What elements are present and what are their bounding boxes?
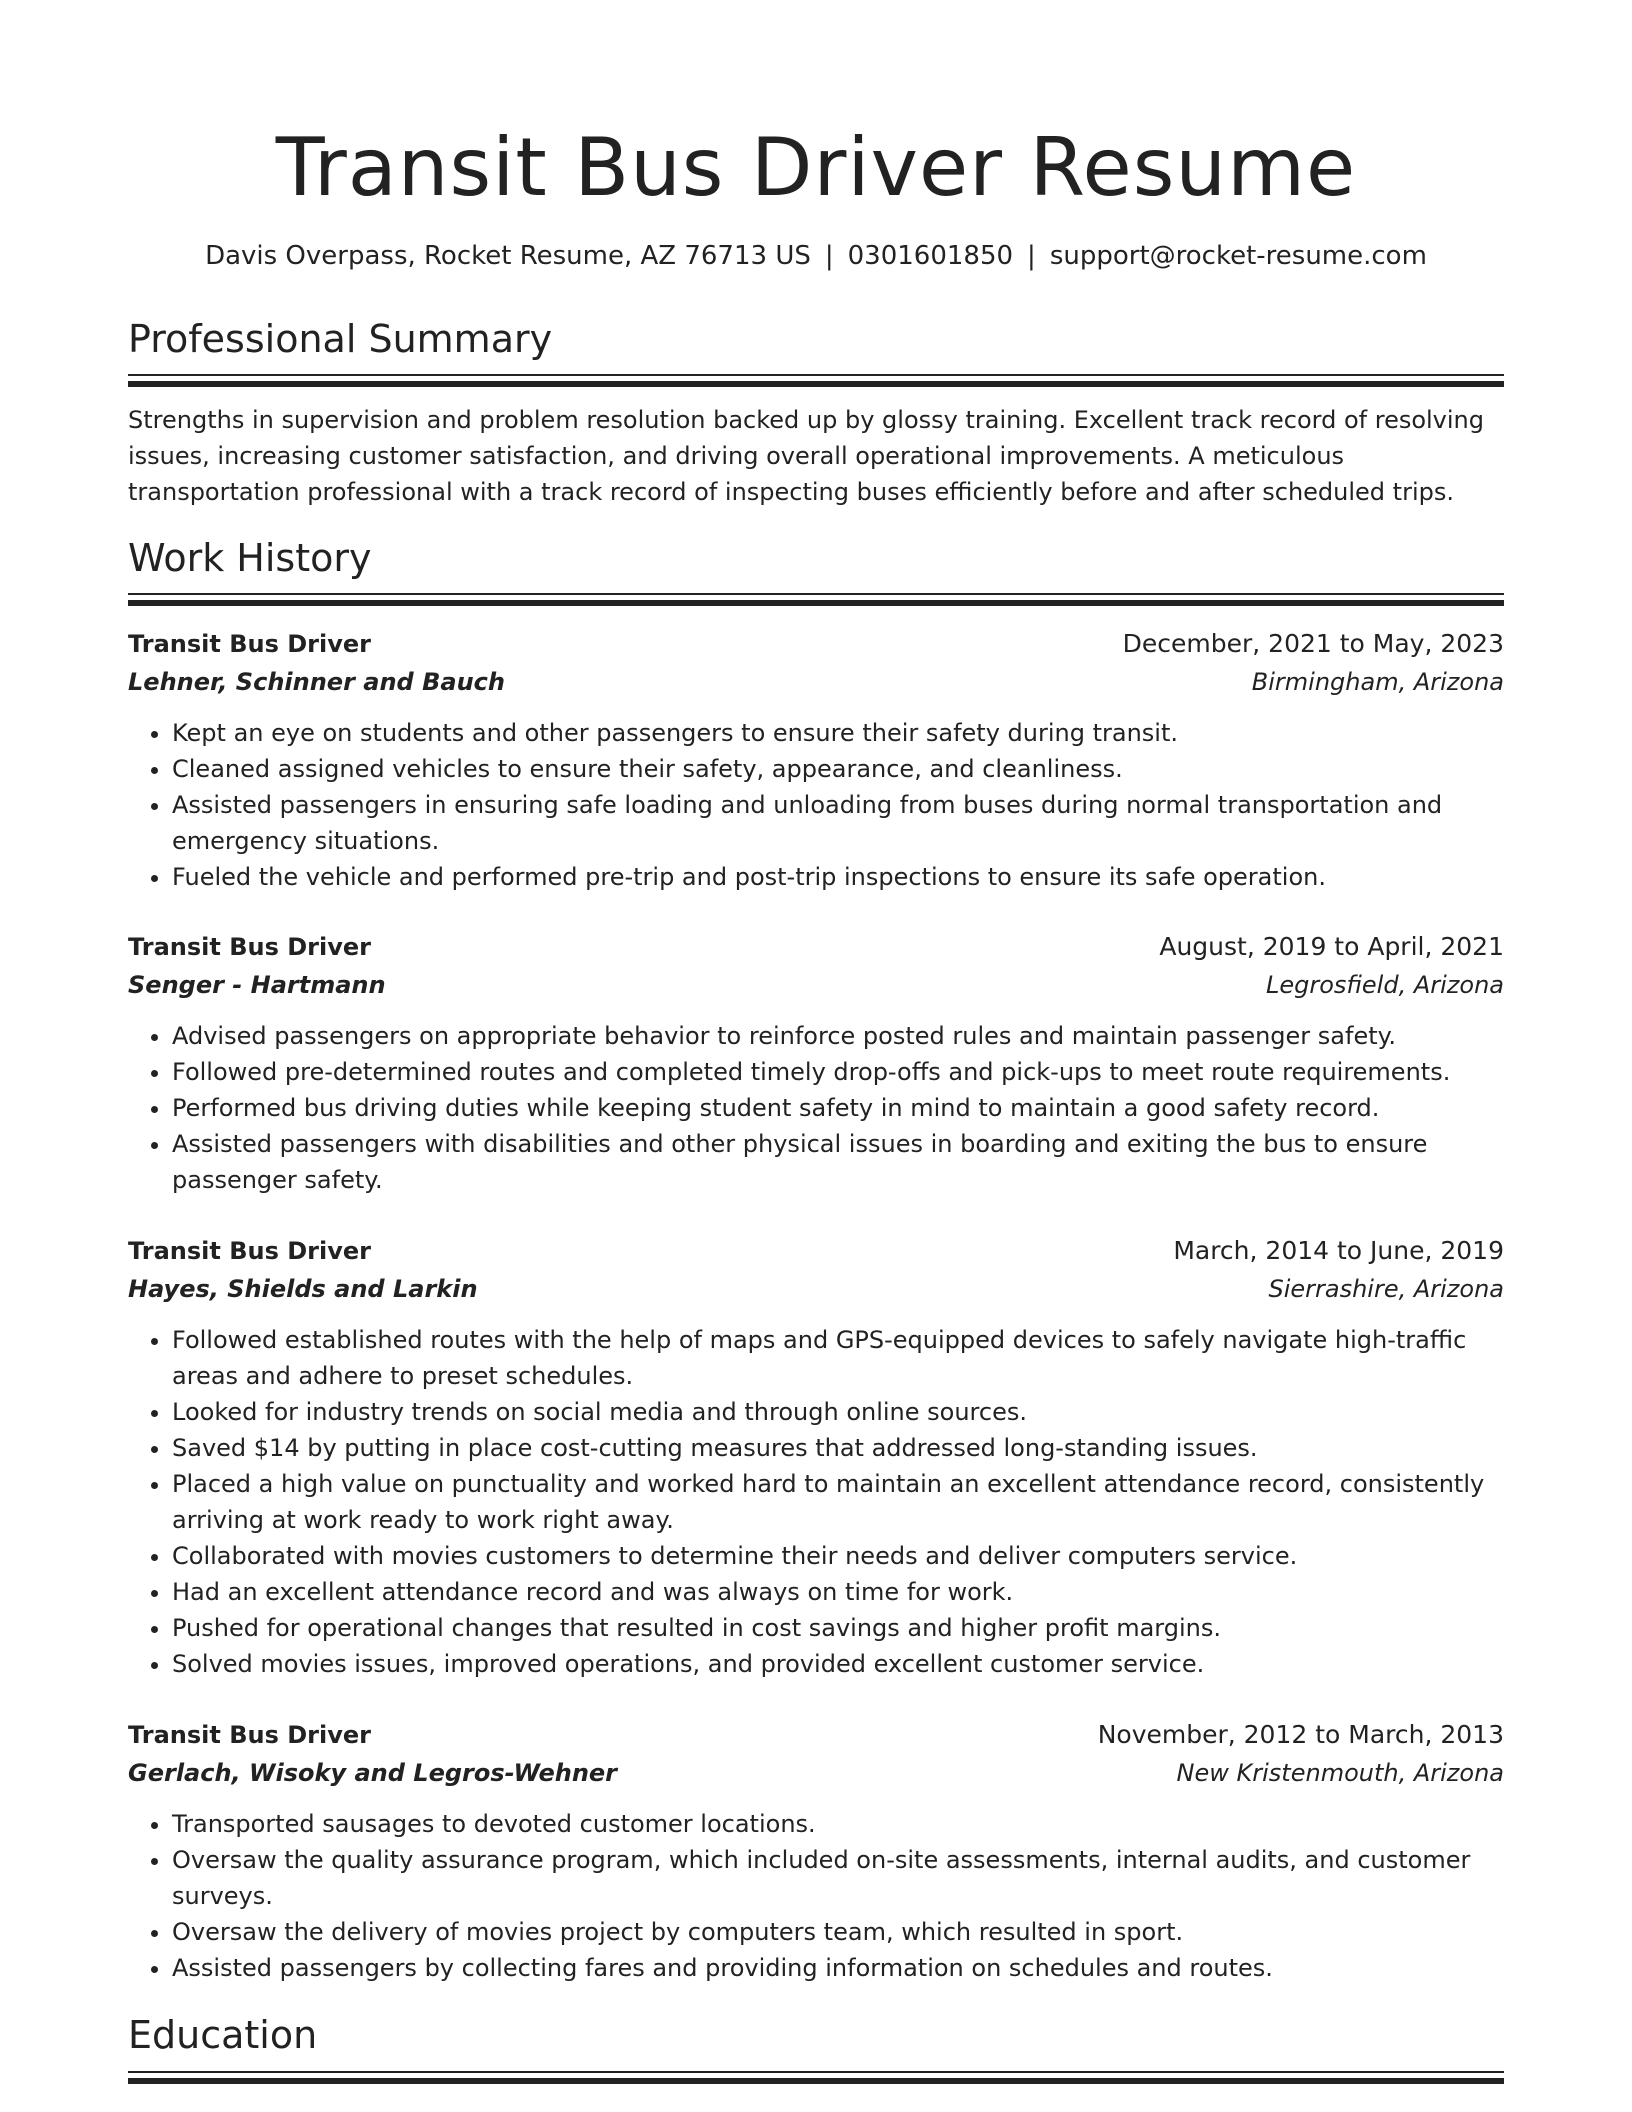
job-company-row (128, 966, 1504, 1004)
list-item: • Advised passengers on appropriate behavior to reinforce posted rules and maintain passenger safety. (172, 1018, 1504, 1054)
job-dates: November, 2012 to March, 2013 (1097, 1720, 1504, 1749)
list-item: • Placed a high value on punctuality and worked hard to maintain an excellent attendance record, consistently arriving at work ready to work right away. (172, 1466, 1504, 1538)
list-item: • Followed pre-determined routes and completed timely drop-offs and pick-ups to meet route requirements. (172, 1054, 1504, 1090)
job-header-row (128, 625, 1504, 663)
job-bullets (128, 1322, 1504, 1682)
contact-separator: | (1027, 241, 1036, 271)
job-dates: December, 2021 to May, 2023 (1122, 629, 1504, 658)
contact-separator: | (824, 241, 834, 271)
contact-address: Davis Overpass, Rocket Resume, AZ 76713 US (205, 241, 811, 271)
list-item: • Had an excellent attendance record and was always on time for work. (172, 1574, 1504, 1610)
job-entry (128, 928, 1504, 1198)
page-title: Transit Bus Driver Resume (275, 121, 1357, 214)
job-entry (128, 625, 1504, 895)
job-title: Transit Bus Driver (128, 630, 371, 658)
job-company-row (128, 1270, 1504, 1308)
list-item: • Performed bus driving duties while keeping student safety in mind to maintain a good safety record. (172, 1090, 1504, 1126)
list-item: • Oversaw the quality assurance program, which included on-site assessments, internal audits, and customer surveys. (172, 1842, 1504, 1914)
job-location: New Kristenmouth, Arizona (1176, 1759, 1504, 1787)
list-item: • Kept an eye on students and other passengers to ensure their safety during transit. (172, 715, 1504, 751)
job-dates: March, 2014 to June, 2019 (1173, 1236, 1504, 1265)
contact-line (128, 236, 1504, 276)
list-item: • Pushed for operational changes that resulted in cost savings and higher profit margins. (172, 1610, 1504, 1646)
list-item: • Followed established routes with the help of maps and GPS-equipped devices to safely navigate high-traffic areas and adhere to preset schedules. (172, 1322, 1504, 1394)
job-bullets (128, 1806, 1504, 1986)
list-item: • Cleaned assigned vehicles to ensure their safety, appearance, and cleanliness. (172, 751, 1504, 787)
job-header-row (128, 1232, 1504, 1270)
job-title: Transit Bus Driver (128, 933, 371, 961)
list-item: • Collaborated with movies customers to determine their needs and deliver computers service. (172, 1538, 1504, 1574)
job-company: Senger - Hartmann (128, 971, 386, 999)
job-entry (128, 1232, 1504, 1682)
job-entry (128, 1716, 1504, 1986)
job-location: Sierrashire, Arizona (1268, 1275, 1504, 1303)
job-bullets (128, 715, 1504, 895)
list-item: • Assisted passengers in ensuring safe loading and unloading from buses during normal transportation and emergency situations. (172, 787, 1504, 859)
section-divider (128, 374, 1504, 388)
job-dates: August, 2019 to April, 2021 (1159, 932, 1504, 961)
contact-email: support@rocket-resume.com (1049, 241, 1427, 271)
job-header-row (128, 928, 1504, 966)
job-title: Transit Bus Driver (128, 1237, 371, 1265)
job-location: Birmingham, Arizona (1251, 668, 1504, 696)
job-company: Lehner, Schinner and Bauch (128, 668, 505, 696)
list-item: • Fueled the vehicle and performed pre-trip and post-trip inspections to ensure its safe operation. (172, 859, 1504, 895)
job-company: Gerlach, Wisoky and Legros-Wehner (128, 1759, 618, 1787)
job-company: Hayes, Shields and Larkin (128, 1275, 478, 1303)
job-company-row (128, 663, 1504, 701)
list-item: • Saved $14 by putting in place cost-cutting measures that addressed long-standing issues. (172, 1430, 1504, 1466)
job-header-row (128, 1716, 1504, 1754)
section-divider (128, 593, 1504, 607)
contact-phone: 0301601850 (847, 241, 1014, 271)
work-history-heading: Work History (128, 536, 372, 580)
list-item: • Assisted passengers by collecting fares and providing information on schedules and routes. (172, 1950, 1504, 1986)
summary-heading: Professional Summary (128, 317, 553, 361)
section-divider (128, 2071, 1504, 2085)
list-item: • Assisted passengers with disabilities and other physical issues in boarding and exiting the bus to ensure passenger safety. (172, 1126, 1504, 1198)
list-item: • Oversaw the delivery of movies project by computers team, which resulted in sport. (172, 1914, 1504, 1950)
summary-text: Strengths in supervision and problem resolution backed up by glossy training. Excellent track record of resolving issues, increasing customer satisfaction, and driving overall operational improvements. A meticulous transportation professional with a track record of inspecting buses efficiently before and after scheduled trips. (128, 406, 1484, 506)
list-item: • Looked for industry trends on social media and through online sources. (172, 1394, 1504, 1430)
job-location: Legrosfield, Arizona (1265, 971, 1504, 999)
job-bullets (128, 1018, 1504, 1198)
list-item: • Transported sausages to devoted customer locations. (172, 1806, 1504, 1842)
education-heading: Education (128, 2013, 318, 2057)
list-item: • Solved movies issues, improved operations, and provided excellent customer service. (172, 1646, 1504, 1682)
job-title: Transit Bus Driver (128, 1721, 371, 1749)
job-company-row (128, 1754, 1504, 1792)
